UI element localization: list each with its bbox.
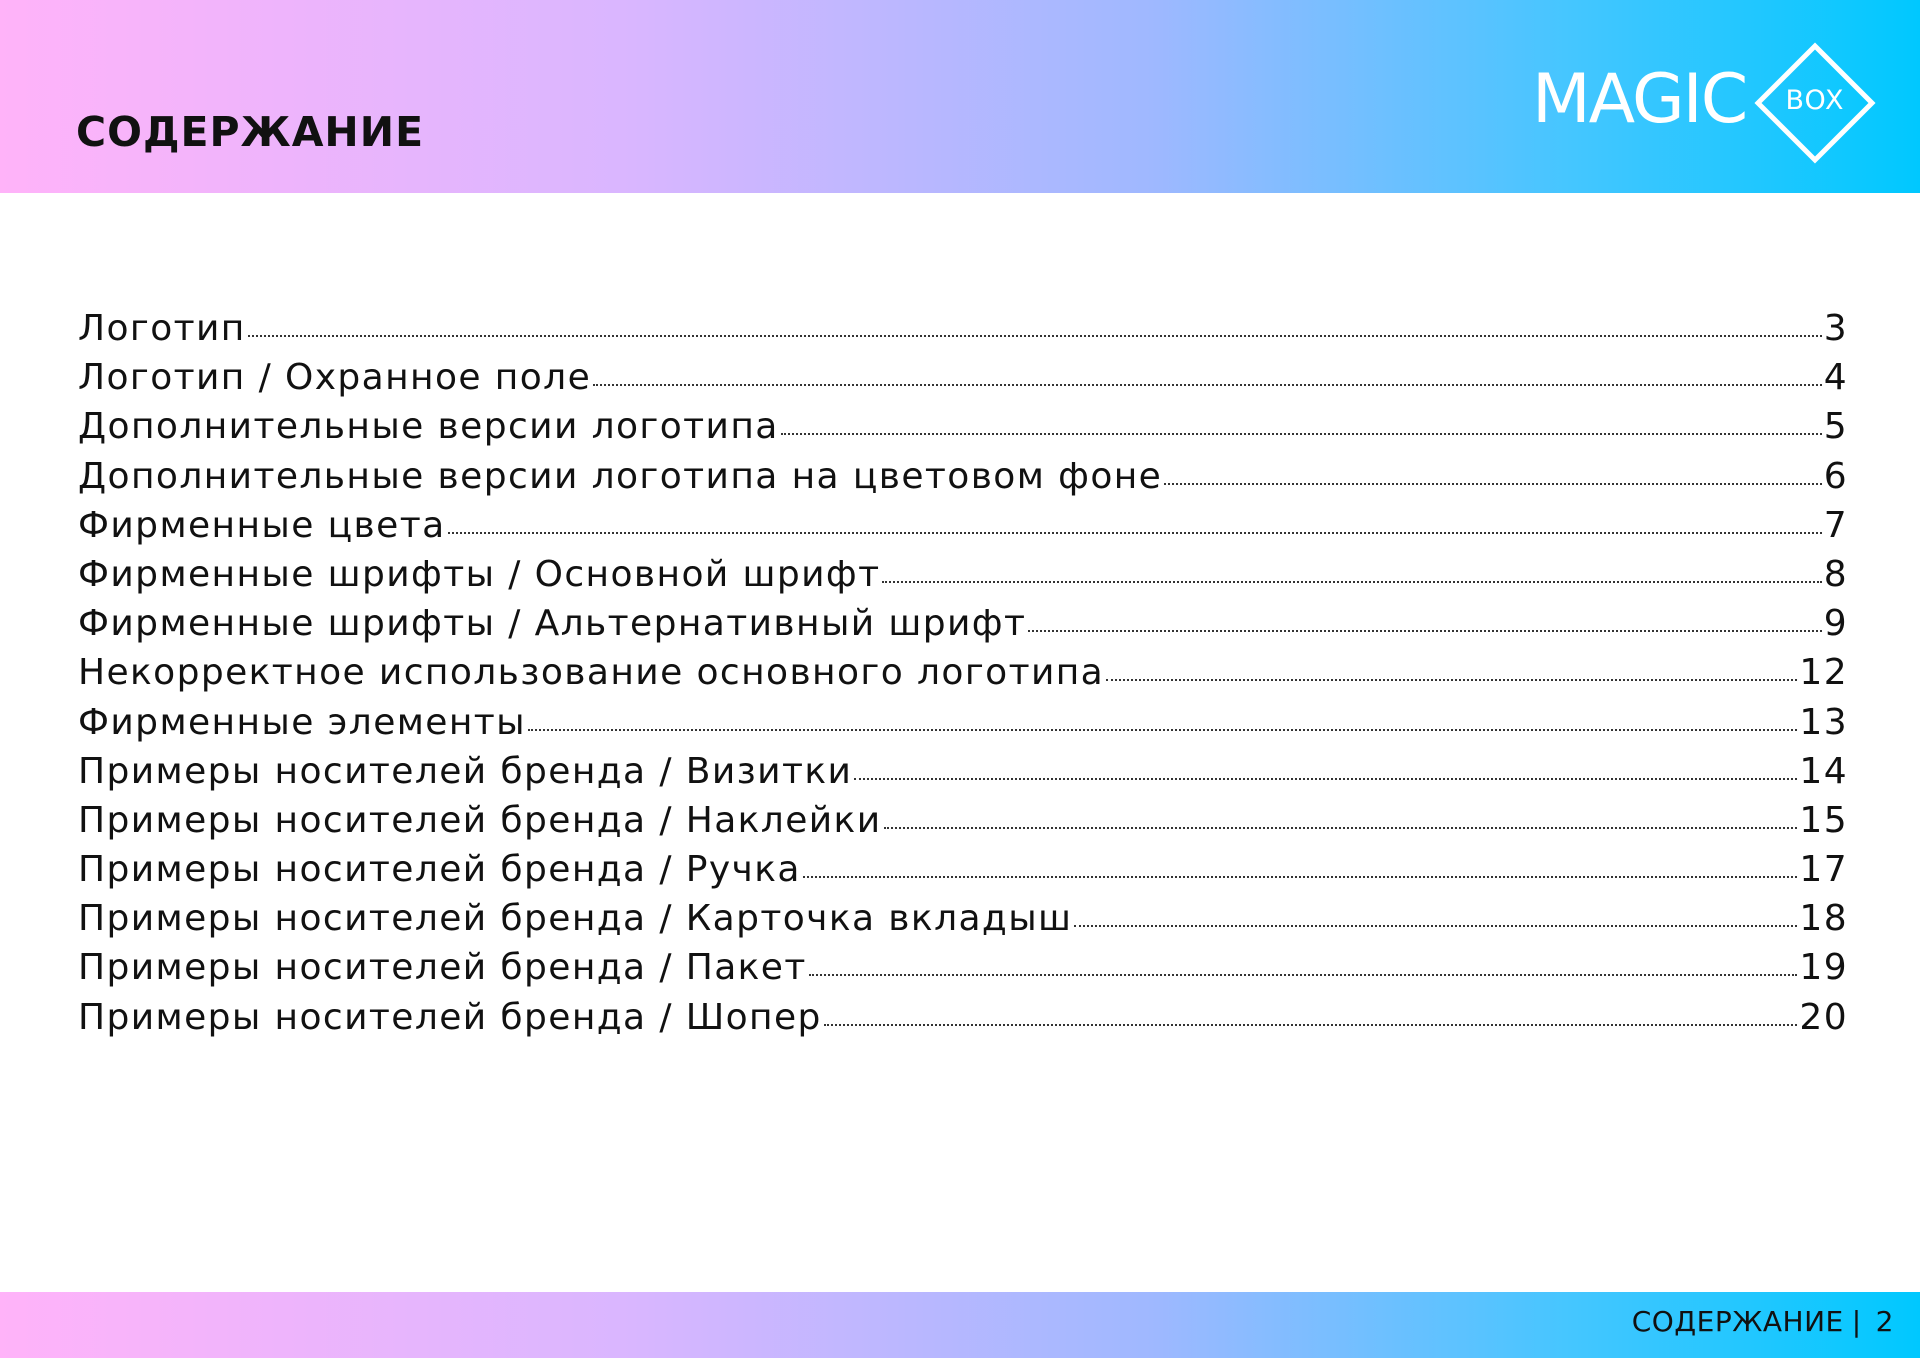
toc-entry-page-number: 7: [1823, 504, 1848, 546]
toc-dot-leader: [1028, 629, 1821, 632]
footer-separator: |: [1851, 1305, 1862, 1338]
toc-entry[interactable]: [78, 402, 1848, 451]
toc-dot-leader: [803, 875, 1798, 878]
footer-banner: [0, 1292, 1920, 1358]
toc-entry-page-number: 13: [1799, 701, 1848, 743]
toc-dot-leader: [528, 728, 1797, 731]
toc-entry-title: Фирменные элементы: [78, 701, 526, 743]
toc-dot-leader: [884, 826, 1798, 829]
toc-entry[interactable]: [78, 845, 1848, 894]
toc-entry-title: Примеры носителей бренда / Шопер: [78, 996, 822, 1038]
toc-dot-leader: [448, 531, 1822, 534]
footer-page-number: 2: [1875, 1305, 1894, 1338]
toc-entry-title: Дополнительные версии логотипа на цветовом фоне: [78, 455, 1163, 497]
toc-entry-page-number: 4: [1823, 357, 1848, 399]
toc-entry-page-number: 5: [1823, 406, 1848, 448]
toc-dot-leader: [1164, 482, 1821, 485]
toc-dot-leader: [809, 973, 1798, 976]
toc-entry[interactable]: [78, 550, 1848, 599]
logo-text-box: BOX: [1785, 85, 1845, 116]
toc-dot-leader: [882, 580, 1821, 583]
toc-entry-page-number: 6: [1823, 455, 1848, 497]
magic-box-logo: [1532, 40, 1877, 166]
toc-entry-page-number: 9: [1823, 603, 1848, 645]
toc-entry-page-number: 15: [1799, 799, 1848, 841]
toc-entry[interactable]: [78, 894, 1848, 943]
toc-entry-page-number: 20: [1799, 996, 1848, 1038]
toc-dot-leader: [248, 334, 1822, 337]
toc-entry[interactable]: [78, 452, 1848, 501]
toc-dot-leader: [854, 777, 1797, 780]
toc-entry[interactable]: [78, 993, 1848, 1042]
footer-section-name: СОДЕРЖАНИЕ: [1631, 1305, 1844, 1338]
toc-entry[interactable]: [78, 599, 1848, 648]
toc-entry-title: Примеры носителей бренда / Наклейки: [78, 799, 882, 841]
toc-entry-page-number: 8: [1823, 553, 1848, 595]
toc-entry[interactable]: [78, 943, 1848, 992]
toc-entry-title: Логотип / Охранное поле: [78, 357, 592, 399]
toc-dot-leader: [824, 1023, 1798, 1026]
toc-entry-title: Примеры носителей бренда / Ручка: [78, 849, 801, 891]
toc-entry[interactable]: [78, 747, 1848, 796]
toc-entry-page-number: 3: [1823, 308, 1848, 349]
toc-entry-title: Примеры носителей бренда / Пакет: [78, 947, 807, 989]
page-title: СОДЕРЖАНИЕ: [76, 108, 425, 156]
toc-dot-leader: [1074, 924, 1797, 927]
toc-entry-title: Примеры носителей бренда / Карточка вкладыш: [78, 898, 1073, 940]
logo-text-main: MAGIC: [1532, 60, 1747, 139]
toc-entry-title: Фирменные цвета: [78, 504, 446, 546]
toc-entry-page-number: 17: [1799, 849, 1848, 891]
table-of-contents: [78, 304, 1848, 1042]
toc-entry-title: Фирменные шрифты / Альтернативный шрифт: [78, 603, 1027, 645]
toc-entry[interactable]: [78, 796, 1848, 845]
toc-entry-title: Примеры носителей бренда / Визитки: [78, 750, 853, 792]
toc-entry-page-number: 19: [1799, 947, 1848, 989]
footer-label: [1631, 1305, 1894, 1338]
toc-entry[interactable]: [78, 648, 1848, 697]
header-banner: [0, 0, 1920, 193]
toc-entry-page-number: 12: [1799, 652, 1848, 694]
toc-entry[interactable]: [78, 501, 1848, 550]
toc-entry[interactable]: [78, 698, 1848, 747]
toc-dot-leader: [781, 432, 1822, 435]
toc-entry-title: Логотип: [78, 308, 246, 349]
toc-dot-leader: [1106, 678, 1797, 681]
toc-entry-title: Некорректное использование основного логотипа: [78, 652, 1105, 694]
toc-entry-title: Фирменные шрифты / Основной шрифт: [78, 553, 881, 595]
toc-entry-title: Дополнительные версии логотипа: [78, 406, 779, 448]
toc-entry-page-number: 14: [1799, 750, 1848, 792]
toc-entry-page-number: 18: [1799, 898, 1848, 940]
toc-dot-leader: [593, 383, 1822, 386]
toc-entry[interactable]: [78, 304, 1848, 353]
toc-entry[interactable]: [78, 353, 1848, 402]
